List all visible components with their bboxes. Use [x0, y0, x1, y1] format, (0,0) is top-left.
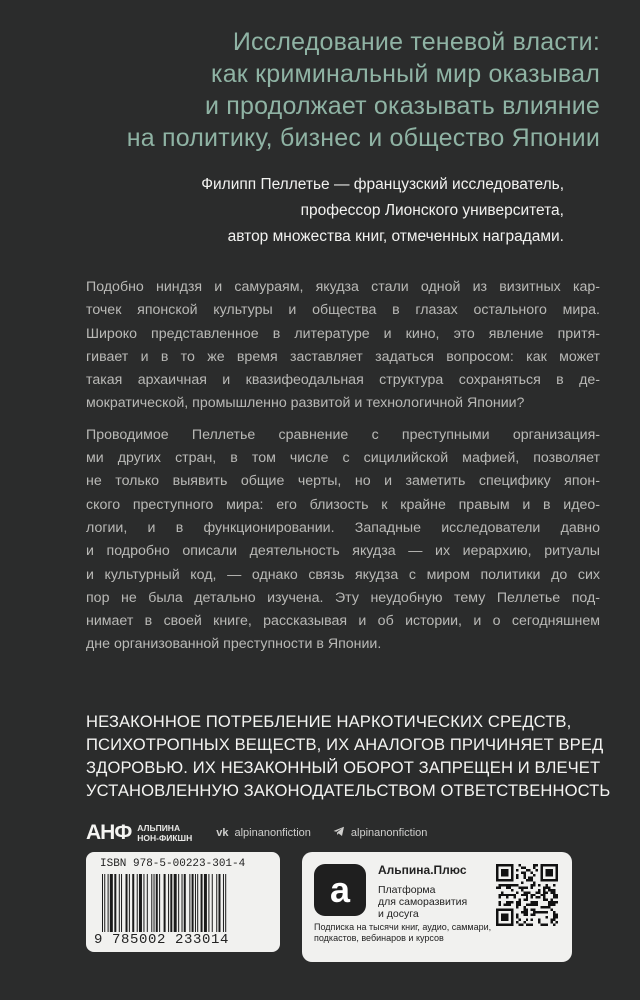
qr-module	[536, 869, 538, 871]
barcode-bar	[212, 874, 213, 932]
barcode-bar	[143, 874, 144, 932]
qr-module	[538, 889, 540, 891]
barcode-panel	[86, 852, 280, 952]
description-line: мократической, промышленно развитой и технологичной Японии?	[86, 395, 525, 412]
barcode-bar	[189, 874, 190, 932]
qr-module	[538, 919, 540, 921]
qr-module	[553, 896, 555, 898]
author-bio	[40, 172, 564, 250]
alpina-plus-app-icon: a	[314, 864, 366, 916]
qr-module	[553, 884, 555, 886]
barcode-bar	[114, 874, 116, 932]
qr-module	[516, 884, 518, 886]
qr-module	[548, 886, 550, 888]
alpina-plus-description-line: для саморазвития	[378, 896, 468, 908]
qr-module	[528, 891, 530, 893]
alpina-plus-description-line: Платформа	[378, 884, 436, 896]
qr-module	[518, 901, 520, 903]
qr-module	[526, 914, 528, 916]
qr-module	[553, 919, 555, 921]
qr-module	[551, 901, 553, 903]
qr-module	[506, 896, 508, 898]
barcode-bar	[174, 874, 177, 932]
qr-module	[546, 924, 548, 926]
barcode-image	[100, 874, 270, 932]
qr-module	[498, 884, 500, 886]
qr-module	[538, 921, 540, 923]
barcode-bar	[119, 874, 120, 932]
qr-module	[526, 919, 528, 921]
qr-module	[556, 914, 558, 916]
telegram-handle: alpinanonfiction	[350, 827, 428, 839]
description-line: такая архаичная и квазифеодальная структура сохраняться в де-	[86, 372, 600, 389]
qr-module	[521, 866, 523, 868]
qr-module	[523, 886, 525, 888]
qr-module	[556, 901, 558, 903]
barcode-bar	[137, 874, 138, 932]
qr-module	[521, 881, 523, 883]
author-bio-line: Филипп Пеллетье — французский исследователь,	[201, 176, 564, 193]
qr-module	[523, 876, 525, 878]
barcode-bar	[204, 874, 207, 932]
barcode-bar	[195, 874, 196, 932]
qr-module	[548, 889, 550, 891]
barcode-bar	[159, 874, 160, 932]
qr-module	[536, 904, 538, 906]
barcode-bar	[121, 874, 122, 932]
qr-module	[533, 904, 535, 906]
qr-module	[498, 901, 500, 903]
qr-module	[528, 876, 530, 878]
barcode-bar	[102, 874, 103, 932]
publisher-logo	[86, 821, 192, 845]
qr-module	[538, 896, 540, 898]
description-line: гивает и в то же время заставляет задаться вопросом: как может	[86, 348, 600, 365]
qr-module	[531, 896, 533, 898]
description-line: Проводимое Пеллетье сравнение с преступными организация-	[86, 426, 600, 443]
qr-module	[546, 911, 548, 913]
qr-module	[533, 874, 535, 876]
warning-line: ЗДОРОВЬЮ. ИХ НЕЗАКОННЫЙ ОБОРОТ ЗАПРЕЩЕН И ВЛЕЧЕТ	[86, 758, 601, 777]
warning-line: НЕЗАКОННОЕ ПОТРЕБЛЕНИЕ НАРКОТИЧЕСКИХ СРЕДСТВ,	[86, 712, 572, 731]
qr-module	[541, 906, 543, 908]
barcode-bar	[178, 874, 179, 932]
qr-module	[526, 869, 528, 871]
qr-finder-core	[501, 914, 508, 921]
health-warning	[86, 710, 611, 802]
qr-module	[506, 901, 508, 903]
qr-module	[531, 904, 533, 906]
qr-module	[541, 911, 543, 913]
barcode-bar	[156, 874, 158, 932]
barcode-bar	[192, 874, 194, 932]
qr-module	[538, 891, 540, 893]
qr-module	[523, 906, 525, 908]
qr-module	[546, 906, 548, 908]
qr-module	[536, 896, 538, 898]
qr-module	[508, 884, 510, 886]
qr-module	[531, 871, 533, 873]
qr-module	[546, 884, 548, 886]
qr-module	[543, 886, 545, 888]
qr-module	[501, 891, 503, 893]
qr-module	[526, 886, 528, 888]
barcode-bar	[108, 874, 109, 932]
qr-module	[518, 864, 520, 866]
qr-module	[526, 909, 528, 911]
qr-module	[543, 906, 545, 908]
description-line: Широко представленное в литературе и кино, это явление притя-	[86, 325, 600, 342]
barcode-bar	[126, 874, 128, 932]
qr-module	[541, 894, 543, 896]
qr-module	[533, 901, 535, 903]
qr-module	[526, 891, 528, 893]
qr-module	[546, 886, 548, 888]
headline-line: как криминальный мир оказывал	[211, 60, 600, 88]
qr-module	[543, 894, 545, 896]
qr-module	[511, 894, 513, 896]
qr-module	[553, 911, 555, 913]
qr-module	[528, 924, 530, 926]
description-line: ми других стран, в том числе с сицилийской мафией, позволяет	[86, 450, 600, 467]
alpina-plus-subscription-line: подкастов, вебинаров и курсов	[314, 933, 444, 943]
qr-module	[523, 866, 525, 868]
qr-module	[551, 899, 553, 901]
qr-module	[531, 901, 533, 903]
qr-module	[516, 916, 518, 918]
qr-module	[516, 914, 518, 916]
qr-module	[508, 894, 510, 896]
qr-module	[521, 871, 523, 873]
qr-module	[526, 879, 528, 881]
qr-module	[531, 876, 533, 878]
qr-finder-core	[501, 869, 508, 876]
description-line: и подробно описали деятельность якудза — их иерархию, ритуалы	[86, 543, 600, 560]
barcode-bar	[208, 874, 209, 932]
qr-module	[528, 904, 530, 906]
qr-module	[548, 904, 550, 906]
description-line: нимает в своей книге, рассказывая и об истории, и о сегодняшнем	[86, 613, 600, 630]
qr-module	[531, 894, 533, 896]
qr-finder-core	[546, 869, 553, 876]
qr-module	[511, 884, 513, 886]
qr-code	[496, 864, 558, 926]
qr-module	[551, 889, 553, 891]
qr-module	[553, 891, 555, 893]
author-bio-line: профессор Лионского университета,	[300, 202, 564, 219]
barcode-bar	[182, 874, 183, 932]
qr-module	[543, 891, 545, 893]
qr-module	[521, 889, 523, 891]
barcode-bar	[197, 874, 198, 932]
barcode-bar	[223, 874, 224, 932]
qr-module	[496, 886, 498, 888]
qr-module	[501, 894, 503, 896]
qr-module	[508, 904, 510, 906]
alpina-plus-subscription-line: Подписка на тысячи книг, аудио, саммари,	[314, 922, 492, 932]
description-line: логии, и в функционировании. Западные исследователи давно	[86, 519, 600, 536]
qr-module	[516, 874, 518, 876]
qr-module	[543, 899, 545, 901]
qr-module	[498, 904, 500, 906]
qr-module	[531, 884, 533, 886]
qr-module	[548, 901, 550, 903]
qr-module	[511, 889, 513, 891]
qr-module	[521, 911, 523, 913]
qr-module	[541, 924, 543, 926]
qr-module	[531, 879, 533, 881]
headline-line: Исследование теневой власти:	[232, 28, 600, 56]
qr-module	[523, 899, 525, 901]
qr-module	[523, 891, 525, 893]
qr-module	[553, 904, 555, 906]
qr-module	[506, 886, 508, 888]
qr-module	[531, 924, 533, 926]
qr-module	[533, 894, 535, 896]
description-line: не только выявить общие черты, но и заметить специфику япон-	[86, 473, 600, 490]
qr-module	[553, 901, 555, 903]
qr-module	[521, 894, 523, 896]
qr-module	[523, 921, 525, 923]
qr-module	[526, 911, 528, 913]
qr-module	[533, 884, 535, 886]
qr-module	[526, 924, 528, 926]
publisher-logo-line: НОН-ФИКШН	[137, 833, 193, 843]
barcode-bar	[201, 874, 203, 932]
qr-module	[516, 906, 518, 908]
barcode-bar	[164, 874, 166, 932]
qr-module	[516, 891, 518, 893]
qr-module	[498, 886, 500, 888]
qr-module	[528, 879, 530, 881]
qr-module	[533, 866, 535, 868]
qr-module	[523, 909, 525, 911]
qr-module	[548, 906, 550, 908]
qr-module	[516, 901, 518, 903]
qr-module	[518, 924, 520, 926]
qr-module	[553, 914, 555, 916]
qr-module	[553, 924, 555, 926]
description-paragraph-2	[86, 424, 600, 657]
qr-module	[553, 889, 555, 891]
qr-module	[521, 886, 523, 888]
vk-link[interactable]	[216, 827, 311, 839]
qr-module	[518, 886, 520, 888]
barcode-bar	[216, 874, 217, 932]
qr-module	[551, 919, 553, 921]
headline-line: на политику, бизнес и общество Японии	[126, 124, 600, 152]
ean-digits: 9 785002 233014	[94, 932, 230, 948]
qr-module	[508, 886, 510, 888]
alpina-plus-panel	[302, 852, 572, 962]
qr-module	[543, 896, 545, 898]
qr-module	[551, 921, 553, 923]
vk-icon: vk	[216, 827, 229, 839]
qr-module	[538, 884, 540, 886]
qr-module	[526, 904, 528, 906]
qr-module	[528, 869, 530, 871]
qr-module	[518, 904, 520, 906]
qr-module	[551, 904, 553, 906]
qr-module	[503, 904, 505, 906]
qr-module	[506, 884, 508, 886]
qr-module	[543, 889, 545, 891]
publisher-logo-line: АЛЬПИНА	[137, 823, 181, 833]
telegram-icon	[333, 826, 345, 840]
barcode-bar	[147, 874, 148, 932]
warning-line: УСТАНОВЛЕННУЮ ЗАКОНОДАТЕЛЬСТВОМ ОТВЕТСТВЕННОСТЬ	[86, 781, 611, 800]
alpina-plus-name: Альпина.Плюс	[378, 863, 467, 877]
qr-module	[556, 916, 558, 918]
qr-module	[523, 914, 525, 916]
description	[86, 276, 600, 665]
publisher-logo-text	[137, 823, 192, 843]
qr-module	[543, 924, 545, 926]
description-line: дне организованной преступности в Японии.	[86, 636, 382, 653]
description-line: пор не была детально изучена. Эту неудобную тему Пеллетье под-	[86, 589, 600, 606]
qr-module	[533, 911, 535, 913]
description-line: ского преступного мира: его близость к крайне правым и в идео-	[86, 496, 600, 513]
qr-module	[531, 886, 533, 888]
headline	[40, 26, 600, 154]
qr-module	[523, 874, 525, 876]
qr-module	[501, 884, 503, 886]
publisher-row	[86, 818, 606, 848]
qr-module	[546, 916, 548, 918]
barcode-bar	[168, 874, 169, 932]
qr-module	[511, 901, 513, 903]
qr-module	[556, 894, 558, 896]
warning-line: ПСИХОТРОПНЫХ ВЕЩЕСТВ, ИХ АНАЛОГОВ ПРИЧИНЯЕТ ВРЕД	[86, 735, 604, 754]
qr-module	[556, 896, 558, 898]
barcode-bar	[151, 874, 152, 932]
qr-module	[516, 921, 518, 923]
qr-module	[556, 921, 558, 923]
qr-module	[551, 909, 553, 911]
barcode-bar	[225, 874, 226, 932]
qr-module	[536, 891, 538, 893]
qr-module	[498, 896, 500, 898]
qr-module	[518, 899, 520, 901]
vk-handle: alpinanonfiction	[234, 827, 311, 839]
qr-module	[551, 891, 553, 893]
barcode-bar	[218, 874, 220, 932]
qr-module	[513, 894, 515, 896]
qr-module	[506, 904, 508, 906]
qr-module	[526, 894, 528, 896]
barcode-bar	[129, 874, 130, 932]
qr-module	[533, 881, 535, 883]
qr-module	[503, 894, 505, 896]
isbn-text: ISBN 978-5-00223-301-4	[100, 858, 246, 870]
alpina-plus-subscription	[314, 922, 491, 944]
qr-module	[503, 884, 505, 886]
qr-module	[536, 901, 538, 903]
qr-module	[498, 894, 500, 896]
qr-module	[553, 916, 555, 918]
barcode-bar	[110, 874, 113, 932]
qr-module	[523, 894, 525, 896]
qr-module	[536, 911, 538, 913]
description-line: Подобно ниндзя и самураям, якудза стали одной из визитных кар-	[86, 279, 600, 295]
alpina-plus-description-line: и досуга	[378, 908, 419, 920]
qr-module	[533, 909, 535, 911]
publisher-logo-mark: АНФ	[86, 821, 132, 844]
qr-module	[546, 899, 548, 901]
qr-module	[526, 896, 528, 898]
qr-module	[518, 919, 520, 921]
author-bio-line: автор множества книг, отмеченных наградами.	[227, 228, 564, 245]
barcode-bar	[139, 874, 142, 932]
description-line: и культурный код, — однако связь якудза с миром политики до сих	[86, 566, 600, 583]
barcode-bar	[154, 874, 155, 932]
qr-module	[523, 871, 525, 873]
qr-module	[536, 864, 538, 866]
description-line: точек японской культуры и общества в глазах остального мира.	[86, 302, 600, 319]
qr-module	[513, 896, 515, 898]
qr-module	[526, 899, 528, 901]
qr-module	[508, 901, 510, 903]
qr-module	[523, 911, 525, 913]
telegram-link[interactable]	[333, 826, 427, 840]
qr-module	[533, 914, 535, 916]
qr-module	[546, 891, 548, 893]
qr-module	[531, 914, 533, 916]
qr-module	[506, 894, 508, 896]
description-paragraph-1	[86, 276, 600, 416]
headline-line: и продолжает оказывать влияние	[204, 92, 600, 120]
barcode-bar	[132, 874, 134, 932]
barcode-bar	[184, 874, 186, 932]
qr-module	[516, 869, 518, 871]
qr-module	[533, 864, 535, 866]
qr-module	[521, 924, 523, 926]
barcode-bar	[104, 874, 105, 932]
alpina-plus-description	[378, 884, 467, 920]
qr-module	[516, 904, 518, 906]
qr-module	[538, 911, 540, 913]
qr-module	[516, 876, 518, 878]
barcode-bar	[170, 874, 172, 932]
qr-module	[531, 919, 533, 921]
qr-module	[513, 884, 515, 886]
qr-module	[553, 894, 555, 896]
qr-module	[531, 909, 533, 911]
qr-module	[543, 911, 545, 913]
